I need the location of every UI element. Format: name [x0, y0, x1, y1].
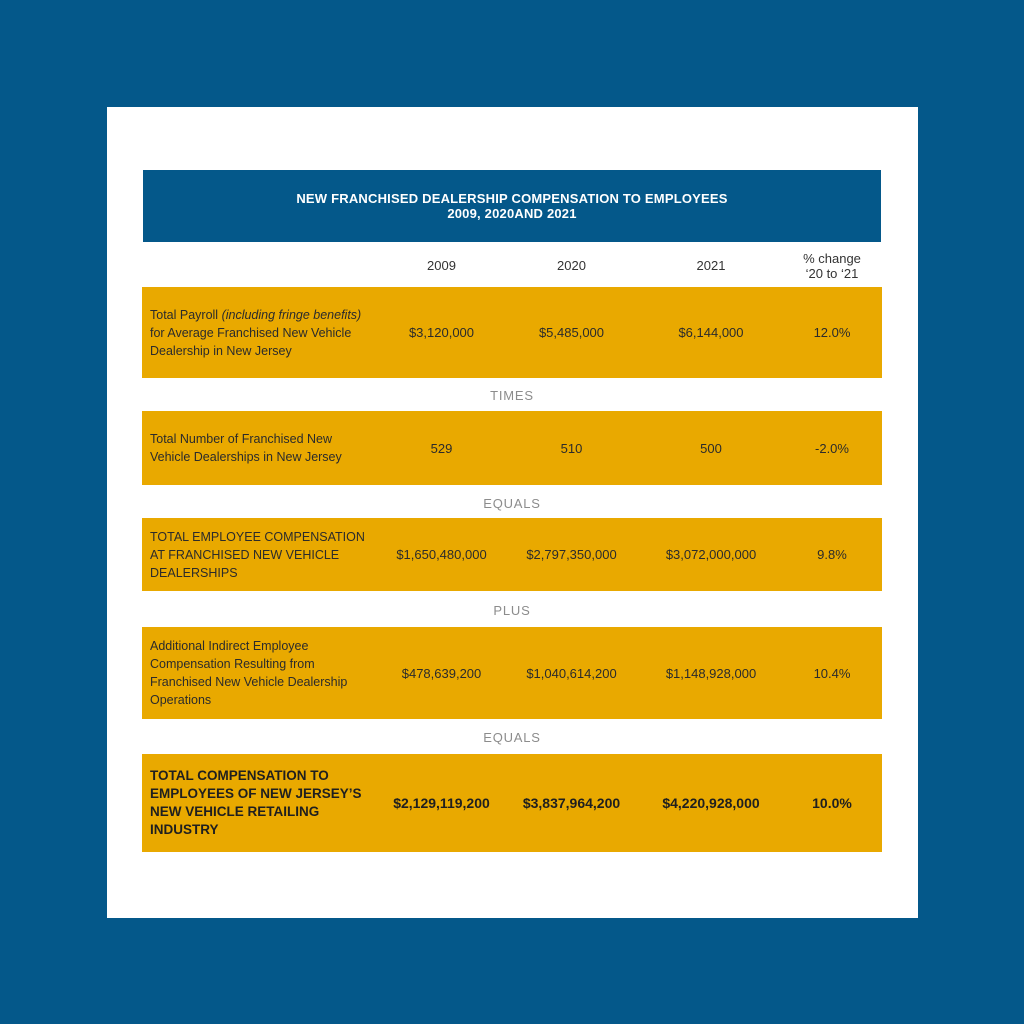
table-title-line2: 2009, 2020AND 2021	[447, 206, 577, 221]
cell-2020: $2,797,350,000	[526, 547, 617, 562]
cell-2009: $2,129,119,200	[393, 795, 490, 811]
row-label-indirect-compensation: Additional Indirect Employee Compensation Resulting from Franchised New Vehicle Dealership Operations	[150, 639, 348, 707]
table-title-bar	[143, 170, 881, 242]
row-label-total-payroll	[150, 287, 370, 378]
cell-2021: $1,148,928,000	[665, 665, 757, 681]
header-2009: 2009	[427, 258, 456, 273]
cell-2021: 500	[700, 440, 722, 456]
row-label-number-of-dealerships: Total Number of Franchised New Vehicle Dealerships in New Jersey	[150, 432, 342, 464]
cell-percent-change: 12.0%	[813, 325, 851, 340]
table-row-total-payroll	[142, 287, 882, 378]
operator-times: TIMES	[490, 388, 534, 403]
cell-2021: $6,144,000	[678, 325, 744, 340]
row-label-total-employee-compensation: TOTAL EMPLOYEE COMPENSATION AT FRANCHISED NEW VEHICLE DEALERSHIPS	[150, 529, 365, 580]
cell-percent-change: 9.8%	[817, 547, 847, 562]
row-label-part: for Average Franchised New Vehicle Dealership in New Jersey	[150, 325, 352, 358]
cell-2009: $1,650,480,000	[396, 547, 487, 562]
operator-equals: EQUALS	[483, 496, 541, 511]
table-row-total-compensation	[142, 754, 882, 852]
cell-percent-change: -2.0%	[815, 440, 849, 456]
cell-2009: 529	[430, 440, 453, 456]
header-percent-change-line2: ‘20 to ‘21	[805, 266, 859, 281]
operator-equals: EQUALS	[483, 730, 541, 745]
cell-2009: $478,639,200	[401, 665, 482, 681]
cell-2020: 510	[560, 440, 583, 456]
cell-2020: $5,485,000	[538, 325, 605, 340]
cell-2009: $3,120,000	[408, 325, 475, 340]
table-row-number-of-dealerships	[142, 411, 882, 485]
cell-percent-change: 10.0%	[812, 795, 852, 811]
cell-2020: $1,040,614,200	[526, 665, 617, 681]
cell-2020: $3,837,964,200	[522, 795, 621, 811]
header-percent-change-line1: % change	[803, 251, 861, 266]
row-label-italic: (including fringe benefits)	[221, 307, 362, 322]
row-label-total-compensation: TOTAL COMPENSATION TO EMPLOYEES OF NEW JERSEY’S NEW VEHICLE RETAILING INDUSTRY	[150, 768, 362, 837]
table-row-total-employee-compensation	[142, 518, 882, 591]
cell-percent-change: 10.4%	[813, 665, 851, 681]
table-row-indirect-compensation	[142, 627, 882, 719]
header-2020: 2020	[557, 258, 586, 273]
row-label-part: Total Payroll	[150, 307, 222, 322]
operator-plus: PLUS	[493, 603, 531, 618]
table-title-line1: NEW FRANCHISED DEALERSHIP COMPENSATION TO EMPLOYEES	[296, 191, 728, 206]
cell-2021: $4,220,928,000	[662, 795, 760, 811]
cell-2021: $3,072,000,000	[665, 547, 757, 562]
header-2021: 2021	[696, 258, 726, 273]
header-percent-change	[782, 251, 882, 281]
